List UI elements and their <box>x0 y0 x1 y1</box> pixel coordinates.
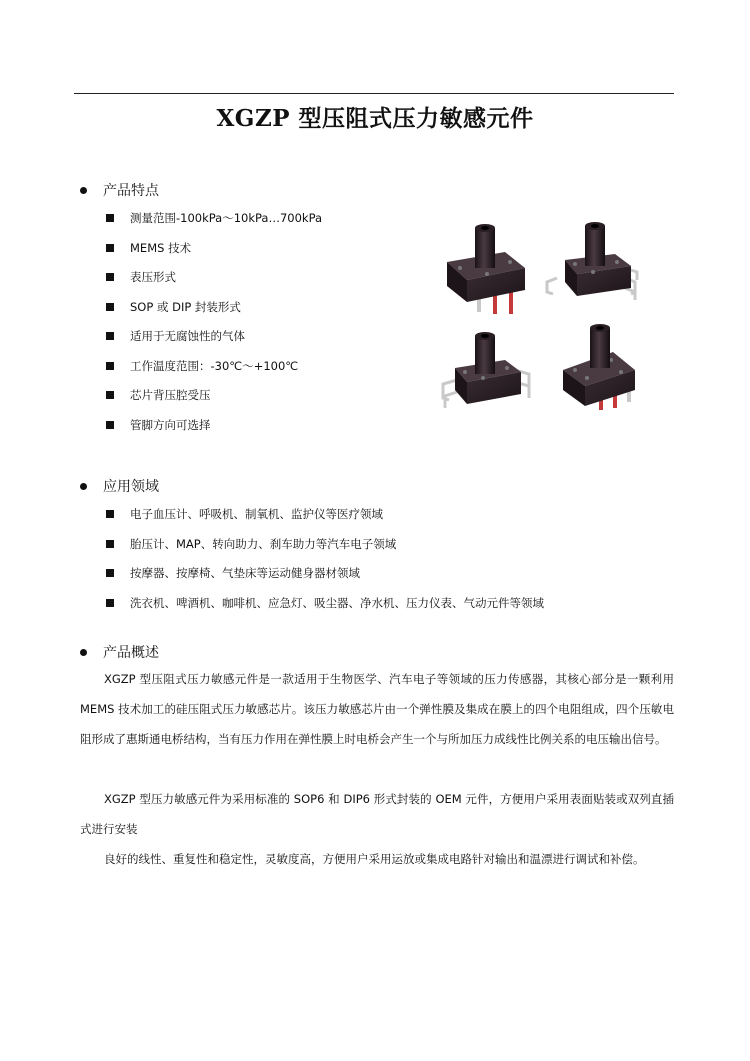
square-bullet-icon <box>106 540 114 548</box>
square-bullet-icon <box>106 244 114 252</box>
overview-heading-row <box>80 642 159 662</box>
list-item: 电子血压计、呼吸机、制氧机、监护仪等医疗领域 <box>106 506 544 536</box>
list-item: 适用于无腐蚀性的气体 <box>106 328 322 358</box>
bullet-dot-icon <box>80 187 87 194</box>
list-item: 胎压计、MAP、转向助力、刹车助力等汽车电子领域 <box>106 536 544 566</box>
overview-paragraph-1: XGZP 型压阻式压力敏感元件是一款适用于生物医学、汽车电子等领域的压力传感器，其核心部分是一颗利用 MEMS 技术加工的硅压阻式压力敏感芯片。该压力敏感芯片由一个弹性膜及集成在膜上的四个电阻组成，四个压敏电阻形成了惠斯通电桥结构，当有压力作用在弹性膜上时电桥会产生一个与所加压力成线性比例关系的电压输出信号。 <box>80 672 674 746</box>
list-item: 测量范围-100kPa～10kPa…700kPa <box>106 210 322 240</box>
sensor-dip-bottom-right <box>563 324 635 410</box>
square-bullet-icon <box>106 214 114 222</box>
list-item: MEMS 技术 <box>106 240 322 270</box>
overview-heading: 产品概述 <box>103 645 159 661</box>
applications-heading-row <box>80 476 159 496</box>
list-item: 按摩器、按摩椅、气垫床等运动健身器材领域 <box>106 565 544 595</box>
features-heading-row <box>80 180 159 200</box>
top-rule <box>74 93 674 94</box>
square-bullet-icon <box>106 362 114 370</box>
square-bullet-icon <box>106 273 114 281</box>
list-item: 表压形式 <box>106 269 322 299</box>
square-bullet-icon <box>106 599 114 607</box>
sensor-dip-top-left <box>447 224 525 314</box>
features-heading: 产品特点 <box>103 183 159 199</box>
page-title: XGZP 型压阻式压力敏感元件 <box>216 105 534 132</box>
features-list <box>106 210 322 446</box>
applications-list <box>106 506 544 624</box>
square-bullet-icon <box>106 391 114 399</box>
sensor-sop-bottom-left <box>443 332 529 408</box>
square-bullet-icon <box>106 421 114 429</box>
list-item: 洗衣机、啤酒机、咖啡机、应急灯、吸尘器、净水机、压力仪表、气动元件等领域 <box>106 595 544 625</box>
sensor-product-photo <box>435 220 655 425</box>
list-item: 管脚方向可选择 <box>106 417 322 447</box>
overview-paragraph-3: 良好的线性、重复性和稳定性，灵敏度高，方便用户采用运放或集成电路针对输出和温漂进行调试和补偿。 <box>104 852 645 866</box>
sensor-sop-top-right <box>547 222 637 300</box>
square-bullet-icon <box>106 303 114 311</box>
overview-paragraph-2: XGZP 型压力敏感元件为采用标准的 SOP6 和 DIP6 形式封装的 OEM 元件，方便用户采用表面贴装或双列直插式进行安装 <box>80 792 674 836</box>
applications-heading: 应用领域 <box>103 479 159 495</box>
square-bullet-icon <box>106 569 114 577</box>
square-bullet-icon <box>106 510 114 518</box>
bullet-dot-icon <box>80 649 87 656</box>
square-bullet-icon <box>106 332 114 340</box>
list-item: 芯片背压腔受压 <box>106 387 322 417</box>
list-item: SOP 或 DIP 封装形式 <box>106 299 322 329</box>
bullet-dot-icon <box>80 483 87 490</box>
list-item: 工作温度范围：-30℃～+100℃ <box>106 358 322 388</box>
